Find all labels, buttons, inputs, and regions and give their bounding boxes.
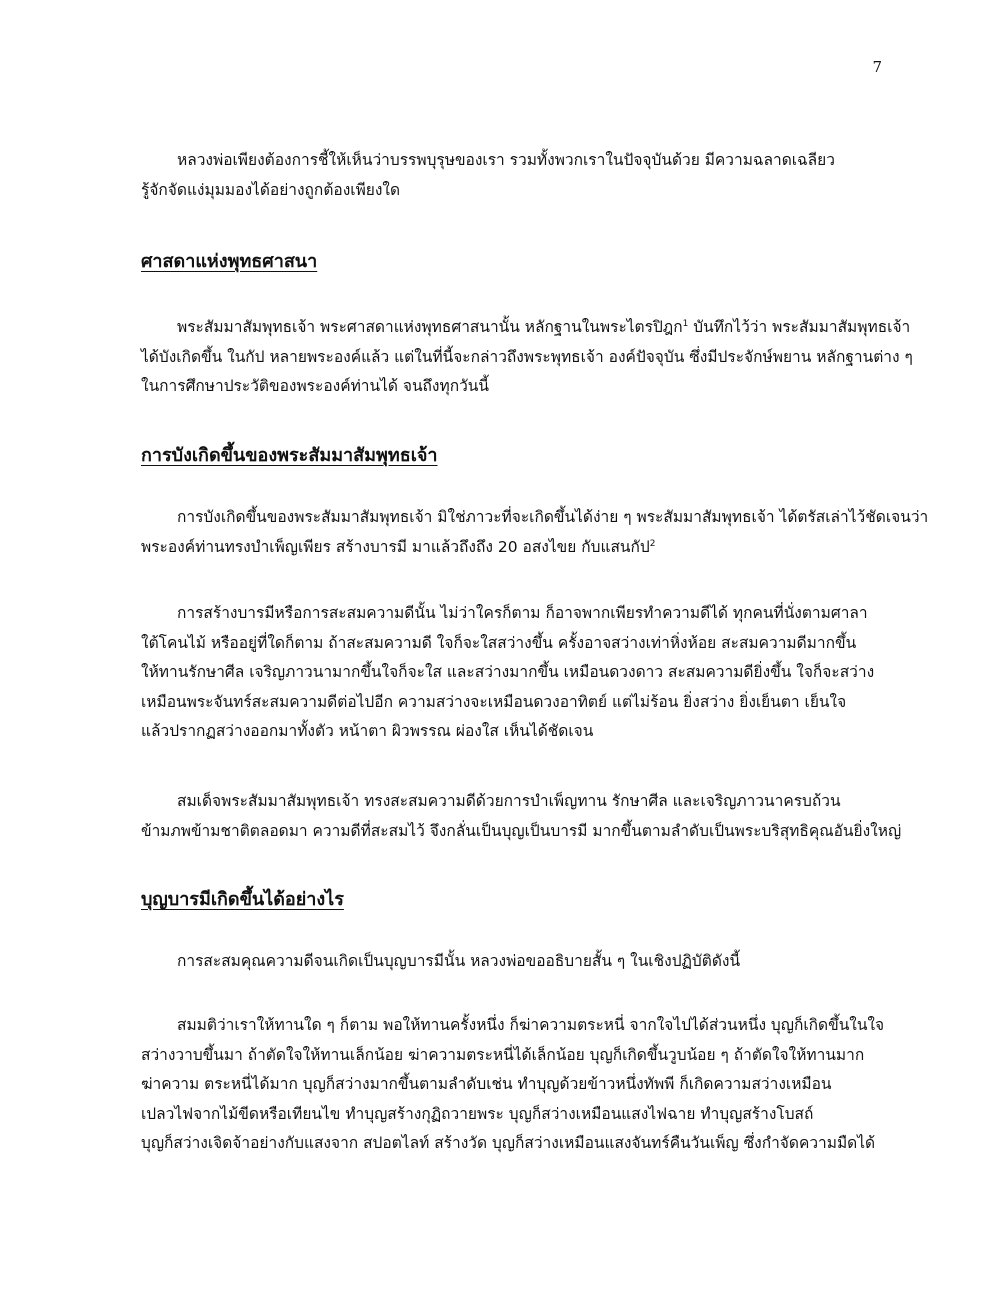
text-line: เปลวไฟจากไม้ขีดหรือเทียนไข ทำบุญสร้างกุฏิถวายพระ บุญก็สว่างเหมือนแสงไฟฉาย ทำบุญสร้างโบสถ์ — [141, 1104, 814, 1123]
paragraph-intro — [141, 146, 881, 205]
text-line — [141, 313, 911, 343]
text-segment: พระสัมมาสัมพุทธเจ้า พระศาสดาแห่งพุทธศาสนานั้น หลักฐานในพระไตรปิฎก — [177, 318, 683, 336]
text-line: สมเด็จพระสัมมาสัมพุทธเจ้า ทรงสะสมความดีด้วยการบำเพ็ญทาน รักษาศีล และเจริญภาวนาครบถ้วน — [177, 792, 841, 810]
paragraph-arising — [141, 503, 929, 562]
text-line: แล้วปรากฏสว่างออกมาทั้งตัว หน้าตา ผิวพรรณ ผ่องใส เห็นได้ชัดเจน — [141, 722, 594, 740]
text-line: ในการศึกษาประวัติของพระองค์ท่านได้ จนถึงทุกวันนี้ — [141, 377, 490, 395]
text-line: หลวงพ่อเพียงต้องการชี้ให้เห็นว่าบรรพบุรุษของเรา รวมทั้งพวกเราในปัจจุบันด้วย มีความฉลาดเฉลียว — [177, 151, 835, 169]
text-segment: พระองค์ท่านทรงบำเพ็ญเพียร สร้างบารมี มาแล้วถึงถึง 20 อสงไขย กับแสนกัป — [141, 537, 650, 556]
section-heading-buddhism-founder: ศาสดาแห่งพุทธศาสนา — [141, 251, 318, 272]
paragraph-merit-intro — [141, 947, 881, 977]
text-line: เหมือนพระจันทร์สะสมความดีต่อไปอีก ความสว่างจะเหมือนดวงอาทิตย์ แต่ไม่ร้อน ยิ่งสว่าง ยิ่งเย็นตา เย็นใจ — [141, 692, 847, 711]
text-line: สมมติว่าเราให้ทานใด ๆ ก็ตาม พอให้ทานครั้งหนึ่ง ก็ฆ่าความตระหนี่ จากใจไปได้ส่วนหนึ่ง บุญก็เกิดขึ้นในใจ — [177, 1016, 885, 1034]
text-line: การสร้างบารมีหรือการสะสมความดีนั้น ไม่ว่าใครก็ตาม ก็อาจพากเพียรทำความดีได้ ทุกคนที่นั่งตามศาลา — [177, 604, 868, 622]
section-heading-buddha-arising: การบังเกิดขึ้นของพระสัมมาสัมพุทธเจ้า — [141, 445, 438, 466]
text-line: รู้จักจัดแง่มุมมองได้อย่างถูกต้องเพียงใด — [141, 180, 401, 199]
text-line: การบังเกิดขึ้นของพระสัมมาสัมพุทธเจ้า มิใช่ภาวะที่จะเกิดขึ้นได้ง่าย ๆ พระสัมมาสัมพุทธเจ้า ได้ตรัสเล่าไว้ชัดเจนว่า — [177, 508, 929, 526]
text-line: ให้ทานรักษาศีล เจริญภาวนามากขึ้นใจก็จะใส และสว่างมากขึ้น เหมือนดวงดาว สะสมความดียิ่งขึ้น ใจก็จะสว่าง — [141, 663, 875, 681]
text-line: การสะสมคุณความดีจนเกิดเป็นบุญบารมีนั้น หลวงพ่อขออธิบายสั้น ๆ ในเชิงปฏิบัติดังนี้ — [177, 952, 741, 970]
text-line: บุญก็สว่างเจิดจ้าอย่างกับแสงจาก สปอตไลท์ สร้างวัด บุญก็สว่างเหมือนแสงจันทร์คืนวันเพ็ญ ซึ่งกำจัดความมืดได้ — [141, 1134, 876, 1152]
text-line: ได้บังเกิดขึ้น ในกัป หลายพระองค์แล้ว แต่ในที่นี้จะกล่าวถึงพระพุทธเจ้า องค์ปัจจุบัน ซึ่งมีประจักษ์พยาน หลักฐานต่าง ๆ — [141, 347, 913, 366]
text-line: ฆ่าความ ตระหนี่ได้มาก บุญก็สว่างมากขึ้นตามลำดับเช่น ทำบุญด้วยข้าวหนึ่งทัพพี ก็เกิดความสว่างเหมือน — [141, 1075, 832, 1093]
section-heading-how-merit-arises: บุญบารมีเกิดขึ้นได้อย่างไร — [141, 889, 344, 910]
paragraph-buddha-virtues — [141, 787, 902, 846]
page-number: 7 — [872, 58, 882, 76]
paragraph-founder — [141, 313, 913, 402]
paragraph-merit-examples — [141, 1011, 885, 1159]
footnote-ref-1: 1 — [682, 318, 689, 329]
paragraph-merit-accumulation — [141, 599, 881, 747]
text-line: ข้ามภพข้ามชาติตลอดมา ความดีที่สะสมไว้ จึงกลั่นเป็นบุญเป็นบารมี มากขึ้นตามลำดับเป็นพระบริสุทธิคุณอันยิ่งใหญ่ — [141, 821, 902, 840]
text-line — [141, 533, 881, 563]
text-segment: บันทึกไว้ว่า พระสัมมาสัมพุทธเจ้า — [688, 318, 911, 336]
text-line: ใต้โคนไม้ หรืออยู่ที่ใดก็ตาม ถ้าสะสมความดี ใจก็จะใสสว่างขึ้น ครั้งอาจสว่างเท่าหิ่งห้อย สะสมความดีมากขึ้น — [141, 633, 857, 652]
text-line: สว่างวาบขึ้นมา ถ้าตัดใจให้ทานเล็กน้อย ฆ่าความตระหนี่ได้เล็กน้อย บุญก็เกิดขึ้นวูบน้อย ๆ ถ้าตัดใจให้ทานมาก — [141, 1045, 865, 1064]
footnote-ref-2: 2 — [649, 538, 656, 549]
